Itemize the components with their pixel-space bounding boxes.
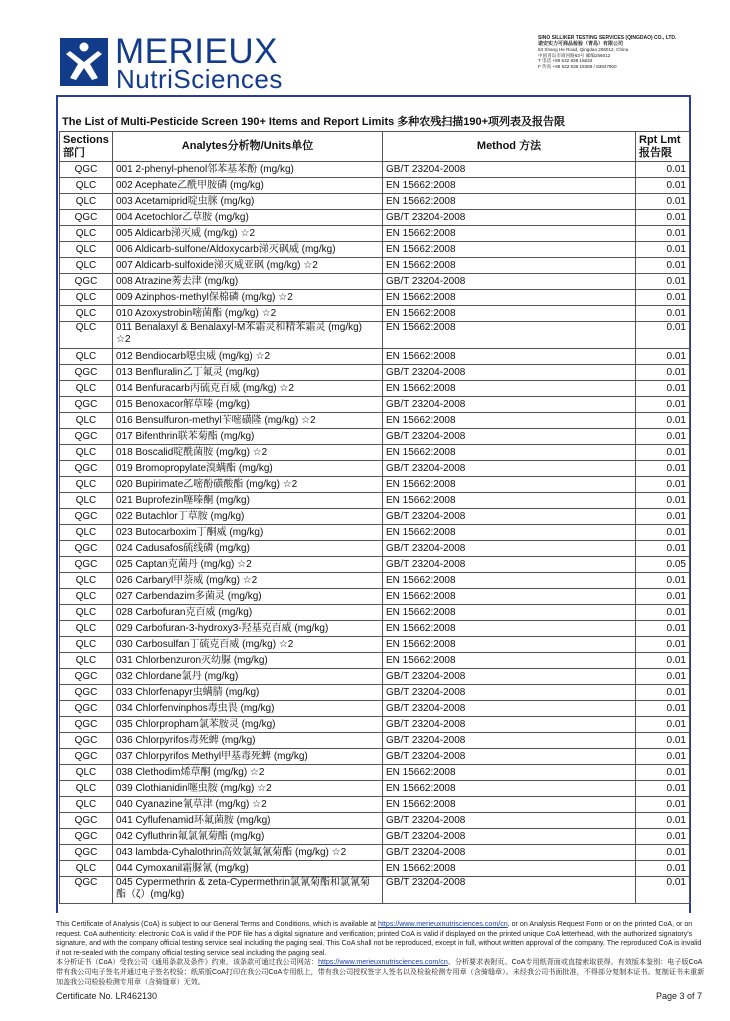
report-limit-cell: 0.01 <box>636 669 690 685</box>
table-row <box>60 493 690 509</box>
table-row <box>60 306 690 322</box>
address-cn: 中国青岛市商河路63号 邮编266012 <box>538 52 611 58</box>
table-row <box>60 397 690 413</box>
header-rpt-lmt: Rpt Lmt 报告限 <box>636 132 690 162</box>
method-cell: EN 15662:2008 <box>383 413 636 429</box>
report-limit-cell: 0.01 <box>636 242 690 258</box>
method-cell: GB/T 23204-2008 <box>383 669 636 685</box>
logo-text-top: MERIEUX <box>115 32 278 71</box>
table-row <box>60 573 690 589</box>
report-limit-cell: 0.01 <box>636 413 690 429</box>
report-limit-cell: 0.01 <box>636 178 690 194</box>
table-row <box>60 733 690 749</box>
analyte-cell: 022 Butachlor丁草胺 (mg/kg) <box>113 509 383 525</box>
telephone: T 电话 +86 532 838 16633 <box>538 58 593 64</box>
report-limit-cell: 0.01 <box>636 274 690 290</box>
analyte-cell: 006 Aldicarb-sulfone/Aldoxycarb涕灭砜威 (mg/kg) <box>113 242 383 258</box>
method-cell: GB/T 23204-2008 <box>383 541 636 557</box>
table-row <box>60 461 690 477</box>
analyte-cell: 005 Aldicarb涕灭威 (mg/kg) ☆2 <box>113 226 383 242</box>
company-name-cn: 诺安实力可商品检验（青岛）有限公司 <box>538 40 624 47</box>
table-row <box>60 349 690 365</box>
report-limit-cell: 0.01 <box>636 637 690 653</box>
disclaimer-en-2: , or on Analysis Request Form or on the printed CoA, or on request. CoA authenticity: electronic CoA is valid if the PDF file has a digital signature and verification; printed CoA is valid if displayed on the printed unique CoA letterhead, with the authorized signatory's signature, and with the company official testing service seal including the paging seal. This CoA shall not be reproduced, except in full, without written approval of the company. The reproduced CoA is invalid if not re-sealed with the company official testing service seal including the paging seal. <box>56 920 702 957</box>
method-cell: EN 15662:2008 <box>383 781 636 797</box>
report-limit-cell: 0.05 <box>636 557 690 573</box>
header-analytes: Analytes分析物/Units单位 <box>113 132 383 162</box>
analyte-cell: 018 Boscalid啶酰菌胺 (mg/kg) ☆2 <box>113 445 383 461</box>
logo-mark-icon <box>60 38 108 86</box>
method-cell: GB/T 23204-2008 <box>383 733 636 749</box>
report-limit-cell: 0.01 <box>636 541 690 557</box>
method-cell: EN 15662:2008 <box>383 477 636 493</box>
terms-link-cn[interactable]: https://www.merieuxnutrisciences.com/cn <box>318 958 448 967</box>
section-cell: QLC <box>60 765 113 781</box>
section-cell: QGC <box>60 829 113 845</box>
merieux-logo <box>60 32 298 94</box>
section-cell: QLC <box>60 493 113 509</box>
analyte-cell: 031 Chlorbenzuron灭幼脲 (mg/kg) <box>113 653 383 669</box>
report-limit-cell: 0.01 <box>636 845 690 861</box>
table-row <box>60 509 690 525</box>
section-cell: QLC <box>60 381 113 397</box>
method-cell: EN 15662:2008 <box>383 349 636 365</box>
disclaimer-cn-1: 本分析证书（CoA）受我公司《通用条款及条件》约束，该条款可通过我公司网站： <box>56 958 319 967</box>
section-cell: QGC <box>60 162 113 178</box>
section-cell: QGC <box>60 541 113 557</box>
analyte-cell: 027 Carbendazim多菌灵 (mg/kg) <box>113 589 383 605</box>
method-cell: EN 15662:2008 <box>383 306 636 322</box>
section-cell: QLC <box>60 226 113 242</box>
method-cell: GB/T 23204-2008 <box>383 461 636 477</box>
method-cell: GB/T 23204-2008 <box>383 877 636 904</box>
section-cell: QLC <box>60 258 113 274</box>
table-row <box>60 877 690 904</box>
analyte-cell: 034 Chlorfenvinphos毒虫畏 (mg/kg) <box>113 701 383 717</box>
method-cell: EN 15662:2008 <box>383 861 636 877</box>
section-cell: QGC <box>60 877 113 904</box>
analyte-cell: 012 Bendiocarb噁虫威 (mg/kg) ☆2 <box>113 349 383 365</box>
section-cell: QLC <box>60 242 113 258</box>
report-limit-cell: 0.01 <box>636 461 690 477</box>
method-cell: EN 15662:2008 <box>383 797 636 813</box>
footer-disclaimer <box>56 920 706 987</box>
table-body <box>60 162 690 904</box>
section-cell: QLC <box>60 290 113 306</box>
section-cell: QGC <box>60 685 113 701</box>
report-limit-cell: 0.01 <box>636 813 690 829</box>
report-limit-cell: 0.01 <box>636 258 690 274</box>
company-name: SINO SILLIKER TESTING SERVICES (QINGDAO) CO., LTD. <box>538 35 677 41</box>
table-row <box>60 621 690 637</box>
report-limit-cell: 0.01 <box>636 477 690 493</box>
table-row <box>60 813 690 829</box>
report-limit-cell: 0.01 <box>636 829 690 845</box>
method-cell: EN 15662:2008 <box>383 573 636 589</box>
method-cell: GB/T 23204-2008 <box>383 429 636 445</box>
document-title: The List of Multi-Pesticide Screen 190+ Items and Report Limits 多种农残扫描190+项列表及报告限 <box>62 116 566 128</box>
analyte-cell: 023 Butocarboxim丁酮威 (mg/kg) <box>113 525 383 541</box>
page-number: Page 3 of 7 <box>655 991 702 1001</box>
analyte-cell: 014 Benfuracarb丙硫克百威 (mg/kg) ☆2 <box>113 381 383 397</box>
method-cell: EN 15662:2008 <box>383 381 636 397</box>
report-limit-cell: 0.01 <box>636 589 690 605</box>
analyte-cell: 025 Captan克菌丹 (mg/kg) ☆2 <box>113 557 383 573</box>
section-cell: QLC <box>60 413 113 429</box>
method-cell: GB/T 23204-2008 <box>383 685 636 701</box>
report-limit-cell: 0.01 <box>636 365 690 381</box>
section-cell: QGC <box>60 717 113 733</box>
report-limit-cell: 0.01 <box>636 733 690 749</box>
table-row <box>60 669 690 685</box>
section-cell: QLC <box>60 445 113 461</box>
table-row <box>60 653 690 669</box>
analyte-cell: 033 Chlorfenapyr虫螨腈 (mg/kg) <box>113 685 383 701</box>
section-cell: QLC <box>60 797 113 813</box>
table-header-row <box>60 132 690 162</box>
method-cell: EN 15662:2008 <box>383 493 636 509</box>
analyte-cell: 043 lambda-Cyhalothrin高效氯氟氰菊酯 (mg/kg) ☆2 <box>113 845 383 861</box>
report-limit-cell: 0.01 <box>636 445 690 461</box>
table-row <box>60 525 690 541</box>
analyte-cell: 035 Chlorpropham氯苯胺灵 (mg/kg) <box>113 717 383 733</box>
report-limit-cell: 0.01 <box>636 861 690 877</box>
report-limit-cell: 0.01 <box>636 621 690 637</box>
analyte-cell: 008 Atrazine莠去津 (mg/kg) <box>113 274 383 290</box>
table-row <box>60 637 690 653</box>
section-cell: QLC <box>60 637 113 653</box>
table-row <box>60 290 690 306</box>
report-limit-cell: 0.01 <box>636 717 690 733</box>
analyte-cell: 016 Bensulfuron-methyl苄嘧磺隆 (mg/kg) ☆2 <box>113 413 383 429</box>
analyte-cell: 028 Carbofuran克百威 (mg/kg) <box>113 605 383 621</box>
analyte-cell: 024 Cadusafos硫线磷 (mg/kg) <box>113 541 383 557</box>
section-cell: QLC <box>60 573 113 589</box>
analyte-cell: 011 Benalaxyl & Benalaxyl-M苯霜灵和精苯霜灵 (mg/kg) ☆2 <box>113 322 383 349</box>
report-limit-cell: 0.01 <box>636 493 690 509</box>
analyte-cell: 013 Benfluralin乙丁氟灵 (mg/kg) <box>113 365 383 381</box>
method-cell: EN 15662:2008 <box>383 589 636 605</box>
report-limit-cell: 0.01 <box>636 701 690 717</box>
table-row <box>60 162 690 178</box>
report-limit-cell: 0.01 <box>636 397 690 413</box>
pesticide-table <box>59 131 690 904</box>
section-cell: QLC <box>60 322 113 349</box>
method-cell: EN 15662:2008 <box>383 178 636 194</box>
table-row <box>60 210 690 226</box>
table-row <box>60 845 690 861</box>
table-row <box>60 717 690 733</box>
section-cell: QLC <box>60 178 113 194</box>
section-cell: QLC <box>60 781 113 797</box>
analyte-cell: 029 Carbofuran-3-hydroxy3-羟基克百威 (mg/kg) <box>113 621 383 637</box>
report-limit-cell: 0.01 <box>636 605 690 621</box>
report-limit-cell: 0.01 <box>636 797 690 813</box>
analyte-cell: 026 Carbaryl甲萘威 (mg/kg) ☆2 <box>113 573 383 589</box>
method-cell: GB/T 23204-2008 <box>383 365 636 381</box>
method-cell: GB/T 23204-2008 <box>383 397 636 413</box>
section-cell: QLC <box>60 605 113 621</box>
letterhead <box>0 0 730 95</box>
section-cell: QLC <box>60 589 113 605</box>
analyte-cell: 017 Bifenthrin联苯菊酯 (mg/kg) <box>113 429 383 445</box>
table-row <box>60 365 690 381</box>
table-row <box>60 477 690 493</box>
report-limit-cell: 0.01 <box>636 749 690 765</box>
method-cell: EN 15662:2008 <box>383 605 636 621</box>
method-cell: GB/T 23204-2008 <box>383 210 636 226</box>
section-cell: QGC <box>60 749 113 765</box>
section-cell: QGC <box>60 461 113 477</box>
section-cell: QGC <box>60 429 113 445</box>
analyte-cell: 002 Acephate乙酰甲胺磷 (mg/kg) <box>113 178 383 194</box>
method-cell: EN 15662:2008 <box>383 258 636 274</box>
section-cell: QGC <box>60 733 113 749</box>
section-cell: QGC <box>60 845 113 861</box>
table-row <box>60 242 690 258</box>
table-row <box>60 541 690 557</box>
table-row <box>60 749 690 765</box>
method-cell: EN 15662:2008 <box>383 525 636 541</box>
table-row <box>60 557 690 573</box>
table-row <box>60 861 690 877</box>
logo-text-bottom: NutriSciences <box>116 64 283 94</box>
disclaimer-cn-2: 、分析要求表附页、CoA专用纸背面或直接索取获得。有效版本鉴别：电子版CoA带有我公司电子签名并通过电子签名校验；纸质版CoA打印在我公司CoA专用纸上，带有我公司授权签字人签名以及检验检测专用章（含骑缝章）。未经我公司书面批准，不得部分复制本证书。复制证书未重新加盖我公司检验检测专用章（含骑缝章）无效。 <box>56 958 705 986</box>
method-cell: EN 15662:2008 <box>383 242 636 258</box>
report-limit-cell: 0.01 <box>636 429 690 445</box>
report-limit-cell: 0.01 <box>636 685 690 701</box>
analyte-cell: 003 Acetamiprid啶虫脒 (mg/kg) <box>113 194 383 210</box>
address-en: 63 Shang He Road, Qingdao 266012, China <box>538 47 629 53</box>
method-cell: GB/T 23204-2008 <box>383 162 636 178</box>
section-cell: QGC <box>60 509 113 525</box>
report-limit-cell: 0.01 <box>636 653 690 669</box>
report-limit-cell: 0.01 <box>636 509 690 525</box>
analyte-cell: 004 Acetochlor乙草胺 (mg/kg) <box>113 210 383 226</box>
section-cell: QLC <box>60 861 113 877</box>
report-limit-cell: 0.01 <box>636 573 690 589</box>
report-limit-cell: 0.01 <box>636 381 690 397</box>
section-cell: QLC <box>60 349 113 365</box>
section-cell: QGC <box>60 701 113 717</box>
analyte-cell: 044 Cymoxanil霜脲氰 (mg/kg) <box>113 861 383 877</box>
disclaimer-en-1: This Certificate of Analysis (CoA) is subject to our General Terms and Conditions, which is available at <box>56 920 378 928</box>
table-row <box>60 226 690 242</box>
analyte-cell: 040 Cyanazine氰草津 (mg/kg) ☆2 <box>113 797 383 813</box>
analyte-cell: 042 Cyfluthrin氟氯氰菊酯 (mg/kg) <box>113 829 383 845</box>
table-row <box>60 829 690 845</box>
method-cell: EN 15662:2008 <box>383 445 636 461</box>
analyte-cell: 010 Azoxystrobin嘧菌酯 (mg/kg) ☆2 <box>113 306 383 322</box>
section-cell: QLC <box>60 194 113 210</box>
table-row <box>60 322 690 349</box>
header-sections: Sections 部门 <box>60 132 113 162</box>
report-limit-cell: 0.01 <box>636 306 690 322</box>
analyte-cell: 019 Bromopropylate溴螨酯 (mg/kg) <box>113 461 383 477</box>
table-row <box>60 381 690 397</box>
fax: F 传真 +86 532 838 19388 / 83847900 <box>538 63 617 69</box>
table-row <box>60 178 690 194</box>
report-limit-cell: 0.01 <box>636 210 690 226</box>
section-cell: QGC <box>60 557 113 573</box>
table-row <box>60 194 690 210</box>
analyte-cell: 021 Buprofezin噻嗪酮 (mg/kg) <box>113 493 383 509</box>
section-cell: QGC <box>60 274 113 290</box>
method-cell: EN 15662:2008 <box>383 653 636 669</box>
section-cell: QLC <box>60 306 113 322</box>
table-row <box>60 701 690 717</box>
method-cell: EN 15662:2008 <box>383 765 636 781</box>
report-limit-cell: 0.01 <box>636 194 690 210</box>
report-limit-cell: 0.01 <box>636 162 690 178</box>
section-cell: QGC <box>60 813 113 829</box>
method-cell: EN 15662:2008 <box>383 322 636 349</box>
section-cell: QLC <box>60 525 113 541</box>
method-cell: EN 15662:2008 <box>383 226 636 242</box>
report-limit-cell: 0.01 <box>636 781 690 797</box>
method-cell: GB/T 23204-2008 <box>383 845 636 861</box>
report-limit-cell: 0.01 <box>636 765 690 781</box>
analyte-cell: 038 Clethodim烯草酮 (mg/kg) ☆2 <box>113 765 383 781</box>
report-limit-cell: 0.01 <box>636 226 690 242</box>
section-cell: QGC <box>60 397 113 413</box>
method-cell: GB/T 23204-2008 <box>383 717 636 733</box>
analyte-cell: 045 Cypermethrin & zeta-Cypermethrin氯氰菊酯和氯氰菊酯（ζ）(mg/kg) <box>113 877 383 904</box>
table-row <box>60 781 690 797</box>
method-cell: GB/T 23204-2008 <box>383 749 636 765</box>
table-row <box>60 765 690 781</box>
analyte-cell: 041 Cyflufenamid环氟菌胺 (mg/kg) <box>113 813 383 829</box>
table-row <box>60 413 690 429</box>
table-row <box>60 589 690 605</box>
analyte-cell: 036 Chlorpyrifos毒死蜱 (mg/kg) <box>113 733 383 749</box>
analyte-cell: 037 Chlorpyrifos Methyl甲基毒死蜱 (mg/kg) <box>113 749 383 765</box>
section-cell: QLC <box>60 621 113 637</box>
report-limit-cell: 0.01 <box>636 349 690 365</box>
table-row <box>60 429 690 445</box>
table-row <box>60 605 690 621</box>
method-cell: GB/T 23204-2008 <box>383 557 636 573</box>
section-cell: QLC <box>60 477 113 493</box>
terms-link-en[interactable]: https://www.merieuxnutrisciences.com/cn <box>378 920 508 928</box>
analyte-cell: 032 Chlordane氯丹 (mg/kg) <box>113 669 383 685</box>
analyte-cell: 020 Bupirimate乙嘧酚磺酸酯 (mg/kg) ☆2 <box>113 477 383 493</box>
method-cell: GB/T 23204-2008 <box>383 509 636 525</box>
analyte-cell: 009 Azinphos-methyl保棉磷 (mg/kg) ☆2 <box>113 290 383 306</box>
method-cell: EN 15662:2008 <box>383 637 636 653</box>
analyte-cell: 001 2-phenyl-phenol邻苯基苯酚 (mg/kg) <box>113 162 383 178</box>
method-cell: EN 15662:2008 <box>383 621 636 637</box>
company-address <box>538 36 724 70</box>
method-cell: GB/T 23204-2008 <box>383 813 636 829</box>
report-limit-cell: 0.01 <box>636 877 690 904</box>
method-cell: EN 15662:2008 <box>383 194 636 210</box>
table-row <box>60 274 690 290</box>
certificate-number: Certificate No. LR462130 <box>56 991 158 1001</box>
method-cell: GB/T 23204-2008 <box>383 829 636 845</box>
method-cell: GB/T 23204-2008 <box>383 274 636 290</box>
method-cell: EN 15662:2008 <box>383 290 636 306</box>
report-limit-cell: 0.01 <box>636 290 690 306</box>
section-cell: QGC <box>60 210 113 226</box>
report-limit-cell: 0.01 <box>636 525 690 541</box>
report-limit-cell: 0.01 <box>636 322 690 349</box>
analyte-cell: 039 Clothianidin噻虫胺 (mg/kg) ☆2 <box>113 781 383 797</box>
header-method: Method 方法 <box>383 132 636 162</box>
section-cell: QGC <box>60 669 113 685</box>
section-cell: QGC <box>60 365 113 381</box>
analyte-cell: 030 Carbosulfan丁硫克百威 (mg/kg) ☆2 <box>113 637 383 653</box>
table-row <box>60 797 690 813</box>
section-cell: QLC <box>60 653 113 669</box>
method-cell: GB/T 23204-2008 <box>383 701 636 717</box>
analyte-cell: 015 Benoxacor解草嗪 (mg/kg) <box>113 397 383 413</box>
analyte-cell: 007 Aldicarb-sulfoxide涕灭威亚砜 (mg/kg) ☆2 <box>113 258 383 274</box>
table-row <box>60 685 690 701</box>
table-row <box>60 258 690 274</box>
table-row <box>60 445 690 461</box>
